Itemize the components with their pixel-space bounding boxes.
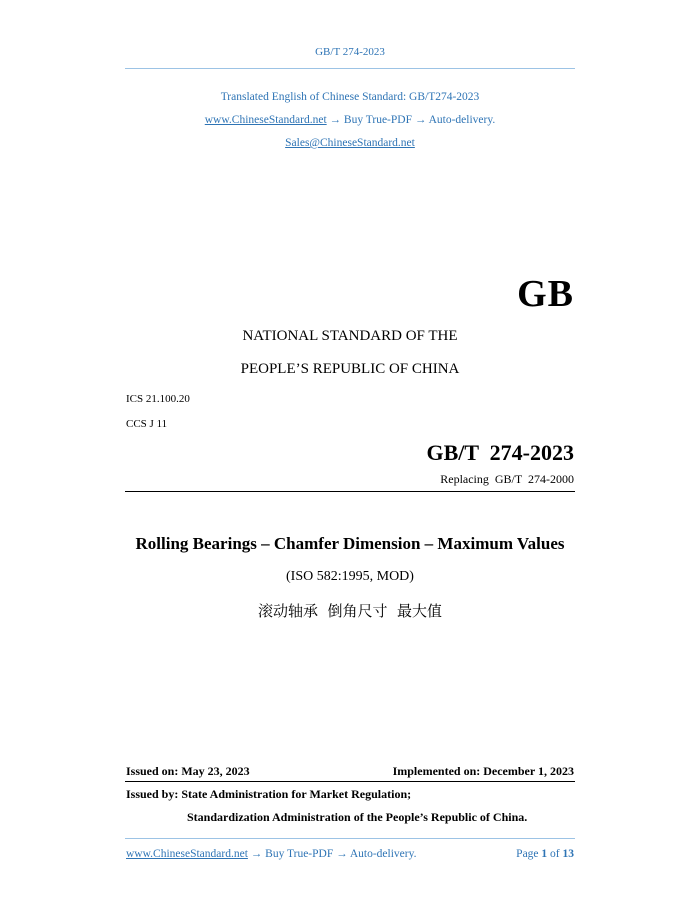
page-total: 13 bbox=[562, 848, 574, 860]
iso-reference: (ISO 582:1995, MOD) bbox=[286, 569, 414, 584]
page-indicator bbox=[516, 848, 574, 860]
page-label: Page bbox=[516, 848, 539, 860]
of-label: of bbox=[550, 848, 560, 860]
title-chinese: 滚动轴承 倒角尺寸 最大值 bbox=[257, 602, 443, 620]
footer-rest-text: → Buy True-PDF → Auto-delivery. bbox=[247, 848, 417, 860]
notice-rest-text: → Buy True-PDF → Auto-delivery. bbox=[326, 114, 496, 126]
email-link[interactable]: Sales@ChineseStandard.net bbox=[285, 137, 415, 149]
gb-logo-mark: GB bbox=[517, 273, 574, 315]
title-english: Rolling Bearings – Chamfer Dimension – Maximum Values bbox=[135, 534, 565, 553]
translation-notice: Translated English of Chinese Standard: GB/T274-2023 bbox=[220, 91, 480, 103]
title-rule bbox=[125, 491, 575, 492]
footer-site-link[interactable]: www.ChineseStandard.net bbox=[126, 848, 248, 860]
page-number: 1 bbox=[541, 848, 548, 860]
issued-by-line2: Standardization Administration of the People’s Republic of China. bbox=[187, 810, 528, 824]
issue-rule bbox=[125, 781, 575, 782]
footer-links bbox=[126, 848, 416, 860]
site-link[interactable]: www.ChineseStandard.net bbox=[204, 114, 327, 126]
issued-by-line1: Issued by: State Administration for Market Regulation; bbox=[126, 787, 412, 801]
implemented-on-date: Implemented on: December 1, 2023 bbox=[392, 764, 574, 778]
national-standard-line2: PEOPLE’S REPUBLIC OF CHINA bbox=[240, 361, 460, 377]
replacing-standard: Replacing GB/T 274-2000 bbox=[440, 472, 574, 486]
ccs-code: CCS J 11 bbox=[126, 418, 168, 430]
ics-code: ICS 21.100.20 bbox=[126, 393, 190, 405]
header-rule bbox=[125, 68, 575, 69]
national-standard-line1: NATIONAL STANDARD OF THE bbox=[242, 328, 458, 344]
footer-rule bbox=[125, 838, 575, 839]
running-header: GB/T 274-2023 bbox=[315, 46, 385, 58]
issued-on-date: Issued on: May 23, 2023 bbox=[126, 764, 250, 778]
notice-links-line bbox=[0, 114, 700, 126]
standard-number: GB/T 274-2023 bbox=[426, 440, 574, 465]
